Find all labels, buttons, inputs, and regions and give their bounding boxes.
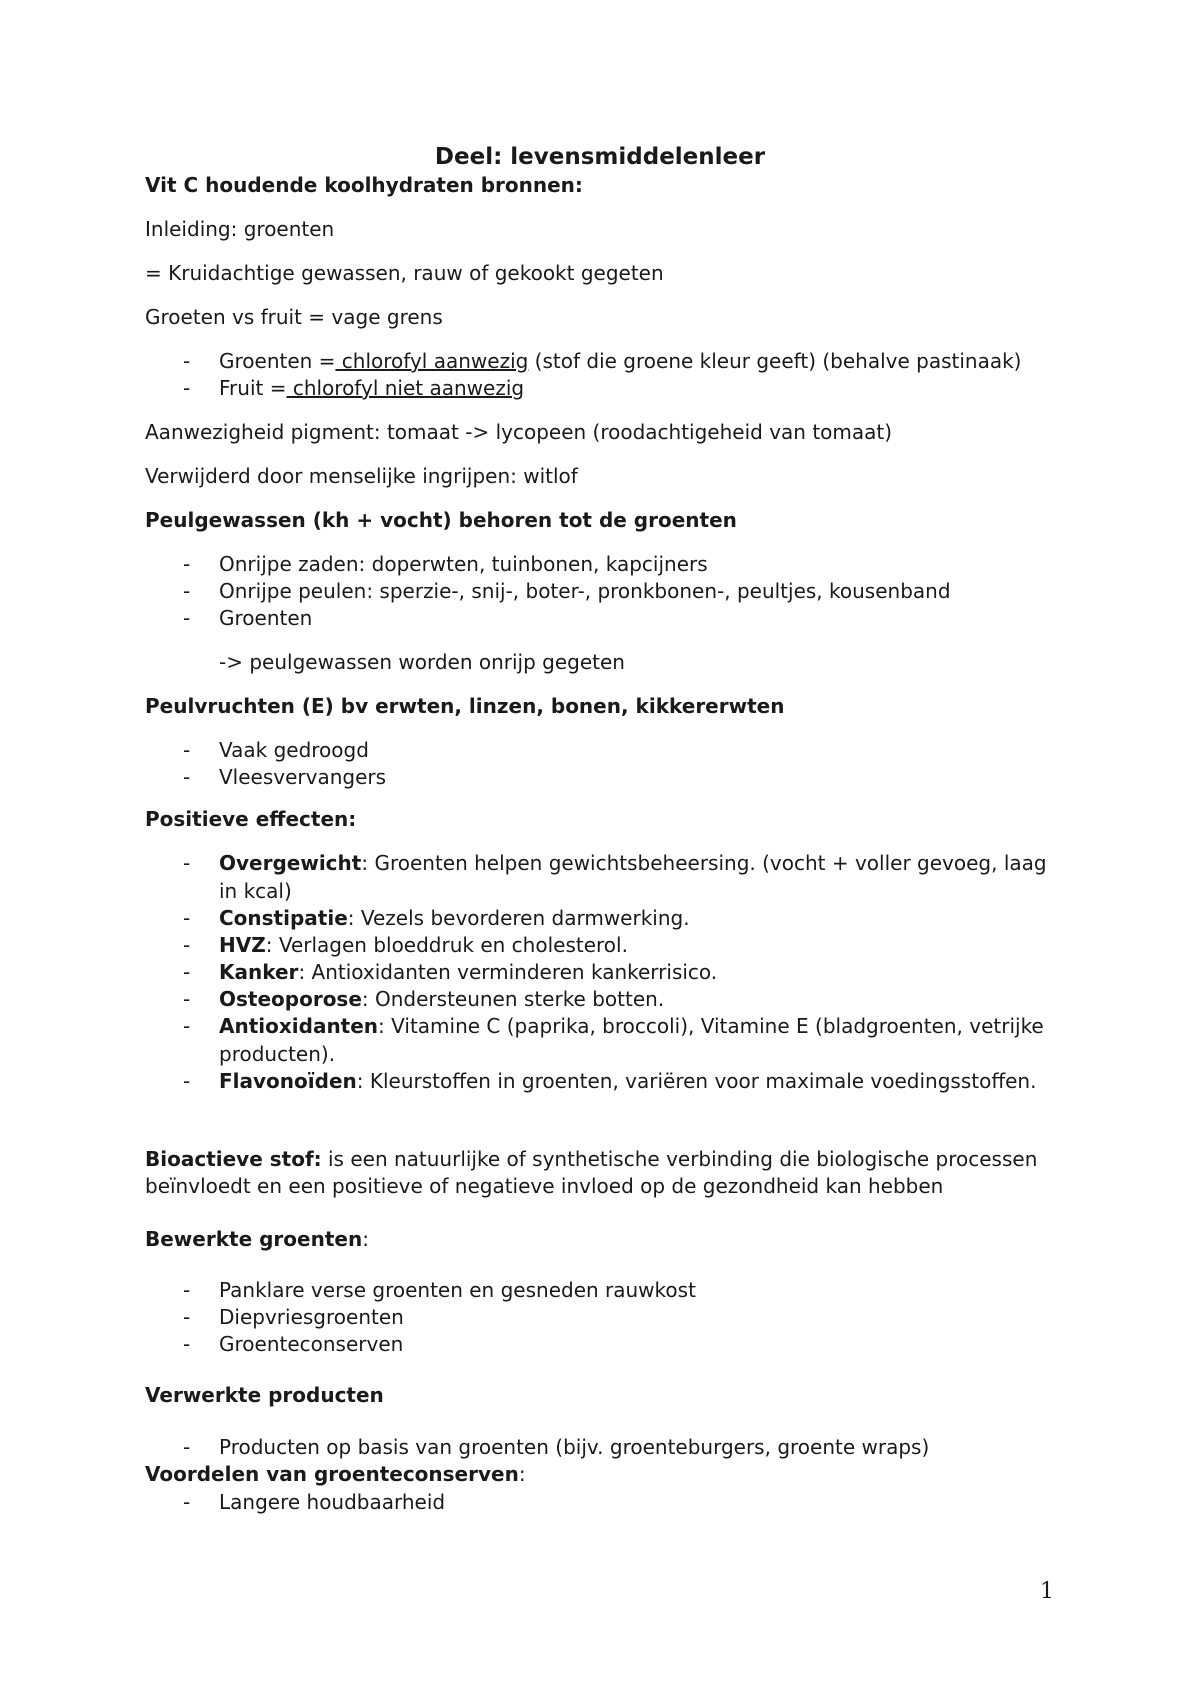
page-title: Deel: levensmiddelenleer [434,144,766,170]
item-text: Fruit = [219,376,287,400]
bioactive-line-2: beïnvloedt en een positieve of negatieve invloed op de gezondheid kan hebben [145,1174,944,1198]
section-heading-verwerkte-producten: Verwerkte producten [145,1383,384,1407]
heading-suffix: : [518,1462,526,1486]
list-dash: - [183,349,191,373]
list-dash: - [183,906,191,930]
list-item: Panklare verse groenten en gesneden rauwkost [219,1278,696,1302]
list-item [219,849,1069,905]
list-item: Onrijpe zaden: doperwten, tuinbonen, kapcijners [219,552,708,576]
item-text: Groenten = [219,349,336,373]
item-term: Overgewicht [219,851,362,875]
item-term: Flavonoïden [219,1069,357,1093]
item-term: Antioxidanten [219,1014,379,1038]
list-item [219,985,664,1013]
pigment-line: Aanwezigheid pigment: tomaat -> lycopeen (roodachtigeheid van tomaat) [145,420,893,444]
note-line: -> peulgewassen worden onrijp gegeten [219,650,625,674]
item-text: : Kleurstoffen in groenten, variëren voor maximale voedingsstoffen. [356,1069,1037,1093]
list-item: Diepvriesgroenten [219,1305,404,1329]
item-text: : Ondersteunen sterke botten. [361,987,665,1011]
bioactive-text: is een natuurlijke of synthetische verbinding die biologische processen [321,1147,1038,1171]
list-item [219,347,1021,375]
list-dash: - [183,960,191,984]
section-heading-voordelen [145,1460,526,1488]
section-heading-peulgewassen: Peulgewassen (kh + vocht) behoren tot de groenten [145,508,737,532]
section-heading-vitc: Vit C houdende koolhydraten bronnen: [145,173,583,197]
underlined-text: chlorofyl aanwezig [335,349,529,373]
list-item [219,904,690,932]
list-item: Groenteconserven [219,1332,404,1356]
list-item [219,931,628,959]
page-number: 1 [1040,1579,1054,1604]
list-dash: - [183,1332,191,1356]
list-dash: - [183,1490,191,1514]
removed-line: Verwijderd door menselijke ingrijpen: witlof [145,464,578,488]
list-dash: - [183,606,191,630]
list-item: Langere houdbaarheid [219,1490,446,1514]
list-item: Groenten [219,606,313,630]
item-text: (stof die groene kleur geeft) (behalve pastinaak) [528,349,1022,373]
section-heading-bewerkte-groenten [145,1225,369,1253]
list-item [219,374,524,402]
list-dash: - [183,1014,191,1038]
list-dash: - [183,738,191,762]
list-item [219,958,717,986]
list-dash: - [183,1305,191,1329]
list-dash: - [183,1069,191,1093]
list-dash: - [183,1435,191,1459]
list-dash: - [183,552,191,576]
list-dash: - [183,1278,191,1302]
list-item: Producten op basis van groenten (bijv. groenteburgers, groente wraps) [219,1435,930,1459]
section-heading-positieve-effecten: Positieve effecten: [145,807,357,831]
list-dash: - [183,376,191,400]
section-heading-peulvruchten: Peulvruchten (E) bv erwten, linzen, bonen, kikkererwten [145,694,785,718]
item-term: Osteoporose [219,987,362,1011]
heading-text: Voordelen van groenteconserven [145,1462,519,1486]
underlined-text: chlorofyl niet aanwezig [286,376,525,400]
vs-line: Groeten vs fruit = vage grens [145,305,443,329]
list-item: Onrijpe peulen: sperzie-, snij-, boter-, pronkbonen-, peultjes, kousenband [219,579,951,603]
item-text: : Groenten helpen gewichtsbeheersing. (vocht + voller gevoeg, laag in kcal) [219,851,1047,903]
list-dash: - [183,851,191,875]
heading-suffix: : [362,1227,369,1251]
list-dash: - [183,987,191,1011]
item-term: Kanker [219,960,299,984]
definition-line: = Kruidachtige gewassen, rauw of gekookt gegeten [145,261,664,285]
bioactive-term: Bioactieve stof: [145,1147,322,1171]
item-text: : Vitamine C (paprika, broccoli), Vitamine E (bladgroenten, vetrijke producten). [219,1014,1044,1066]
item-term: Constipatie [219,906,348,930]
list-item [219,1067,1036,1095]
list-dash: - [183,579,191,603]
heading-text: Bewerkte groenten [145,1227,363,1251]
list-item: Vleesvervangers [219,765,387,789]
item-text: : Antioxidanten verminderen kankerrisico. [298,960,718,984]
item-text: : Verlagen bloeddruk en cholesterol. [265,933,628,957]
bioactive-line-1 [145,1145,1037,1173]
list-item: Vaak gedroogd [219,738,369,762]
list-dash: - [183,765,191,789]
list-item [219,1012,1069,1068]
item-text: : Vezels bevorderen darmwerking. [347,906,690,930]
list-dash: - [183,933,191,957]
item-term: HVZ [219,933,266,957]
intro-line: Inleiding: groenten [145,217,335,241]
